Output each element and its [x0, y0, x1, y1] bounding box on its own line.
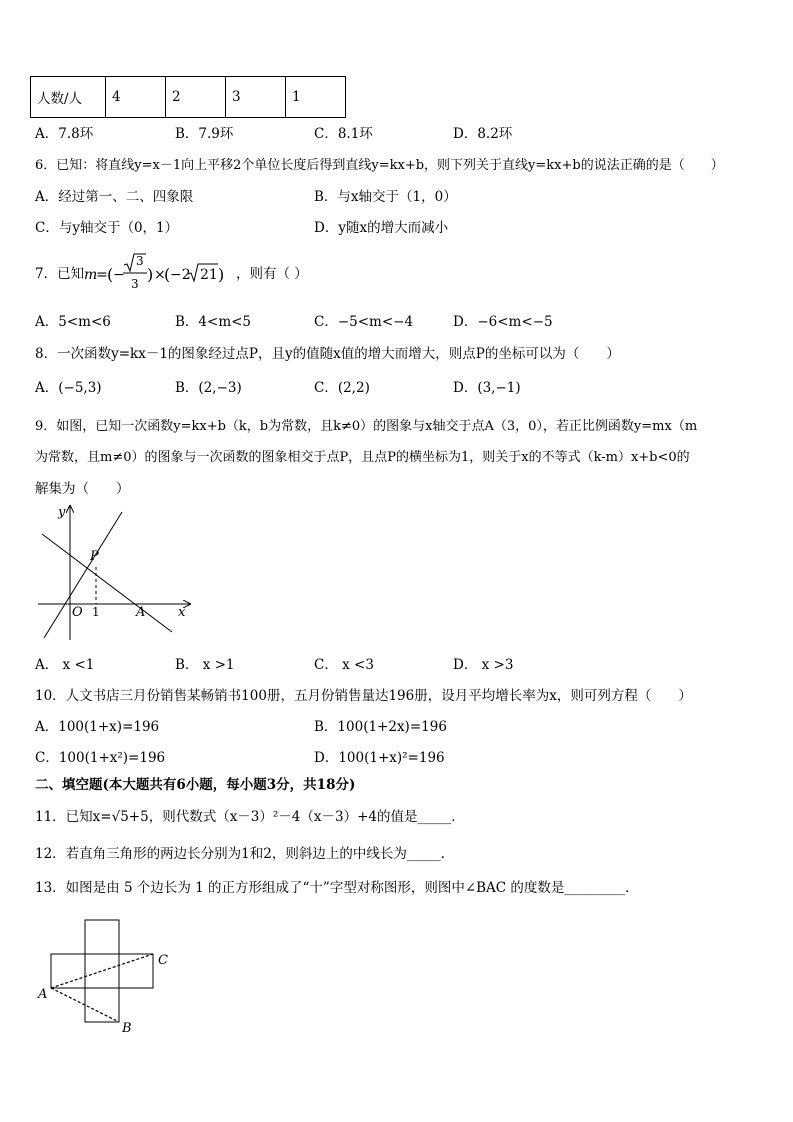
svg-text:×: × [154, 267, 166, 283]
q10-option-c: C．100(1+x²)=196 [35, 750, 166, 766]
q7-option-b: B．4<m<5 [175, 314, 252, 330]
q13-stem: 13．如图是由 5 个边长为 1 的正方形组成了“十”字型对称图形，则图中∠BAC 的度数是_________． [35, 880, 639, 896]
label-a: A [38, 987, 48, 1002]
label-a: A [136, 605, 146, 620]
q8-option-c: C．(2,2) [314, 380, 370, 396]
q6-option-c: C．与y轴交于（0，1） [35, 220, 179, 236]
svg-text:): ) [147, 265, 154, 284]
table-cell: 4 [106, 77, 166, 118]
segment-ac [51, 954, 153, 988]
q5-option-c: C．8.1环 [314, 126, 373, 142]
label-x: x [178, 605, 186, 620]
label-o: O [72, 605, 83, 620]
table-cell: 2 [166, 77, 226, 118]
label-y: y [58, 505, 66, 520]
q6-stem: 6．已知：将直线y=x－1向上平移2个单位长度后得到直线y=kx+b，则下列关于直线y=kx+b的说法正确的是（ ） [35, 158, 724, 173]
q5-option-a: A．7.8环 [35, 126, 94, 142]
table-cell: 1 [286, 77, 346, 118]
svg-text:): ) [218, 265, 225, 284]
q9-stem-line3: 解集为（ ） [35, 481, 130, 497]
svg-text:3: 3 [131, 277, 139, 291]
q10-option-d: D．100(1+x)²=196 [314, 750, 445, 766]
q7-formula [84, 252, 234, 294]
q9-stem-line2: 为常数，且m≠0）的图象与一次函数的图象相交于点P，且点P的横坐标为1，则关于x的不等式（k-m）x+b<0的 [35, 450, 690, 465]
q9-option-c: C． x <3 [314, 657, 374, 673]
q9-stem-line1: 9．如图，已知一次函数y=kx+b（k，b为常数，且k≠0）的图象与x轴交于点A（3，0），若正比例函数y=mx（m [35, 419, 698, 434]
q7-option-d: D．−6<m<−5 [453, 314, 553, 330]
svg-text:m: m [84, 267, 98, 283]
q9-figure [30, 500, 200, 648]
q12-stem: 12．若直角三角形的两边长分别为1和2，则斜边上的中线长为_____. [35, 846, 445, 862]
table-row [31, 77, 346, 118]
q6-option-d: D．y随x的增大而减小 [314, 220, 449, 236]
q7-stem-prefix: 7．已知 [35, 266, 85, 282]
q6-option-b: B．与x轴交于（1，0） [314, 189, 457, 205]
label-one: 1 [92, 605, 100, 619]
svg-text:3: 3 [136, 254, 144, 268]
q5-option-d: D．8.2环 [453, 126, 513, 142]
svg-text:=: = [96, 267, 108, 283]
frequency-table [30, 76, 346, 118]
q9-option-a: A． x <1 [35, 657, 95, 673]
q10-option-a: A．100(1+x)=196 [35, 719, 160, 735]
q8-option-d: D．(3,−1) [453, 380, 521, 396]
q7-option-c: C．−5<m<−4 [314, 314, 414, 330]
q7-stem-suffix: ，则有（ ） [236, 266, 308, 282]
q11-stem: 11．已知x=√5+5，则代数式（x－3）²－4（x－3）+4的值是_____． [35, 809, 465, 825]
q6-option-a: A．经过第一、二、四象限 [35, 189, 194, 205]
q7-option-a: A．5<m<6 [35, 314, 111, 330]
q9-option-b: B． x >1 [175, 657, 235, 673]
line-y-kx-b [42, 534, 172, 632]
svg-text:(: ( [107, 265, 114, 284]
line-y-mx [44, 512, 122, 638]
q8-option-b: B．(2,−3) [175, 380, 242, 396]
q5-option-b: B．7.9环 [175, 126, 234, 142]
q10-option-b: B．100(1+2x)=196 [314, 719, 447, 735]
label-c: C [158, 953, 168, 968]
label-p: P [90, 549, 99, 564]
table-header-cell: 人数/人 [31, 77, 106, 118]
svg-text:−2: −2 [170, 267, 191, 283]
q8-option-a: A．(−5,3) [35, 380, 102, 396]
table-cell: 3 [226, 77, 286, 118]
section-heading: 二、填空题(本大题共有6小题，每小题3分，共18分) [35, 777, 356, 793]
svg-text:21: 21 [200, 267, 218, 283]
q8-stem: 8．一次函数y=kx－1的图象经过点P，且y的值随x值的增大而增大，则点P的坐标可以为（ ） [35, 346, 620, 362]
q10-stem: 10．人文书店三月份销售某畅销书100册，五月份销售量达196册，设月平均增长率为x，则可列方程（ ） [35, 688, 692, 704]
svg-text:(: ( [164, 265, 171, 284]
label-b: B [122, 1021, 132, 1036]
q13-figure [30, 912, 180, 1037]
svg-text:−: − [113, 267, 125, 283]
q9-option-d: D． x >3 [453, 657, 514, 673]
